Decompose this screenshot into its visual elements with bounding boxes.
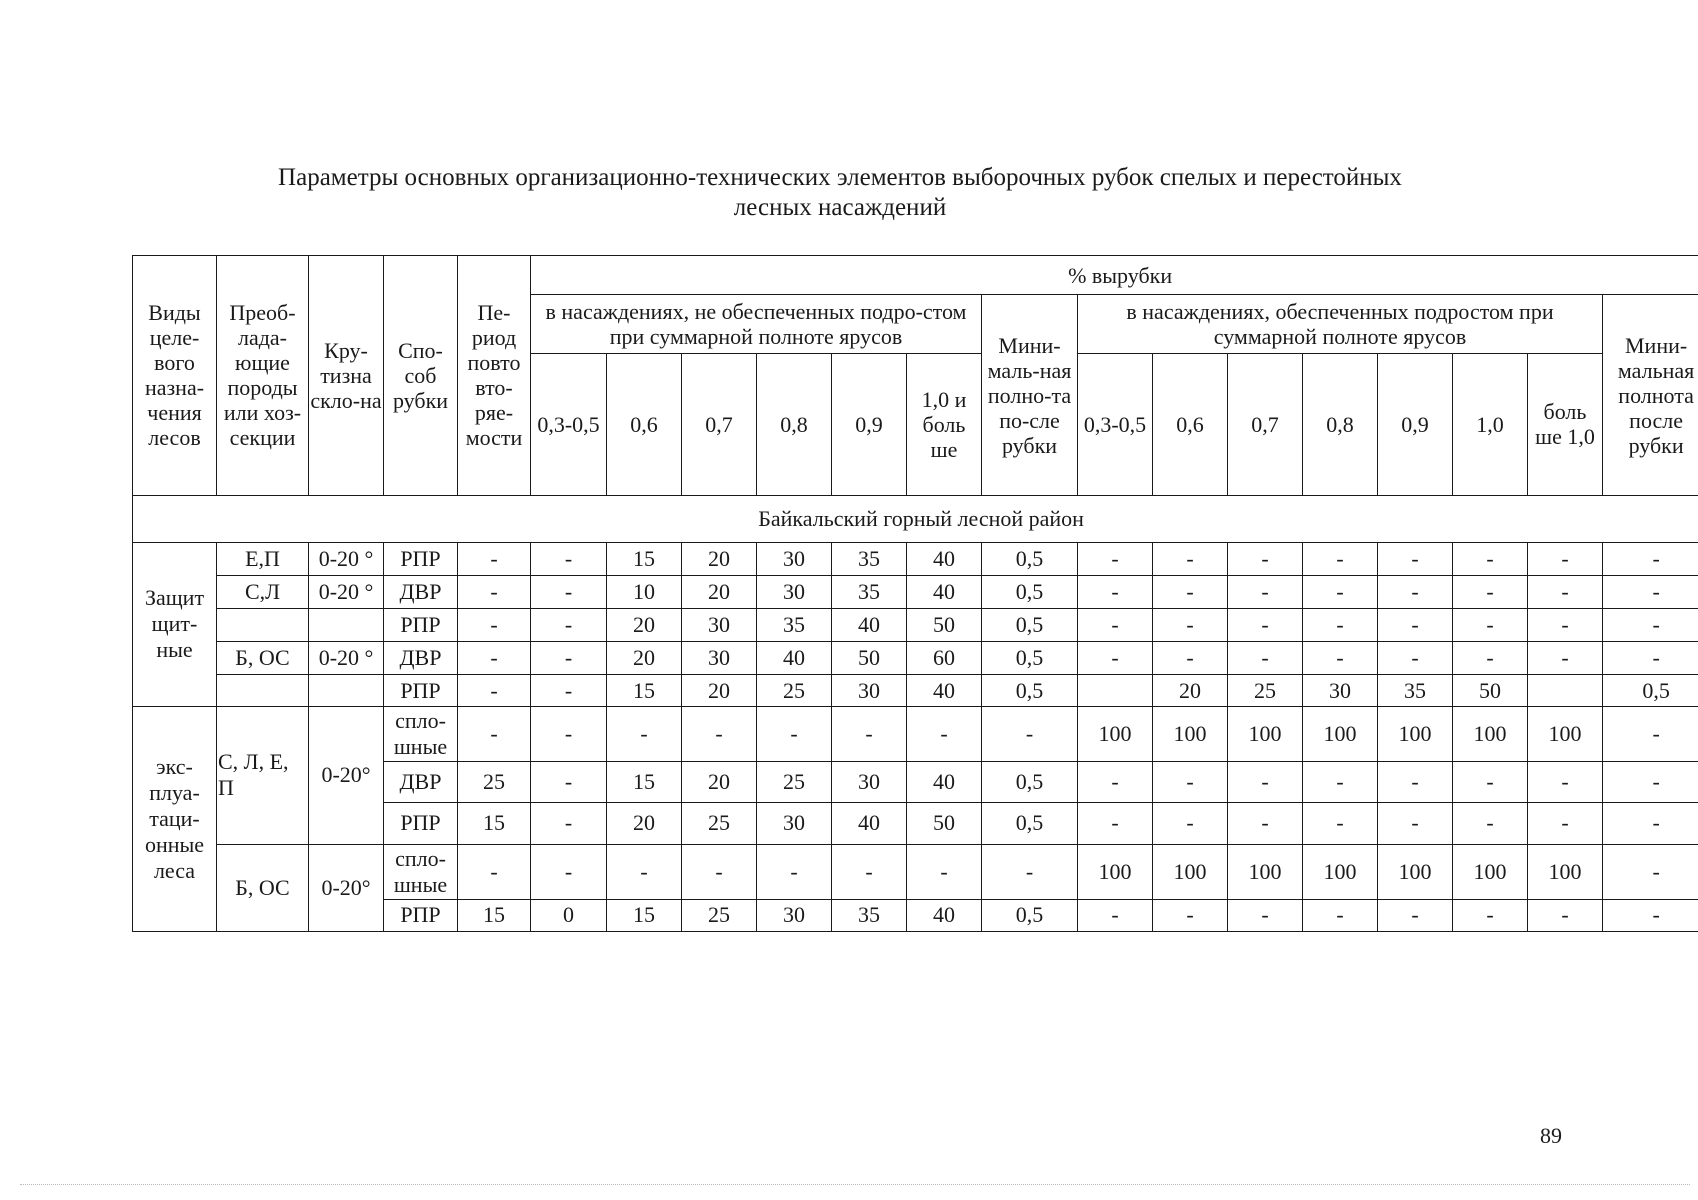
value-cell: - <box>1528 642 1603 675</box>
method-cell: РПР <box>384 542 458 575</box>
table-row <box>133 575 1698 608</box>
slope-cell: 0-20° <box>309 706 384 844</box>
value-cell: - <box>1228 575 1303 608</box>
slope-cell <box>309 609 384 642</box>
value-cell: 0,5 <box>982 675 1078 706</box>
value-cell: - <box>531 706 607 761</box>
header-sub2: 0,6 <box>1153 353 1228 495</box>
page-title <box>250 163 1430 223</box>
header-period: Пе-риод повто вто-ряе-мости <box>458 256 531 496</box>
value-cell: 40 <box>832 609 907 642</box>
value-cell: 50 <box>1453 675 1528 706</box>
value-cell: 100 <box>1228 706 1303 761</box>
value-cell: - <box>1378 899 1453 931</box>
page-number: 89 <box>1540 1123 1562 1148</box>
value-cell: - <box>1228 803 1303 845</box>
value-cell: - <box>531 675 607 706</box>
value-cell: - <box>1378 609 1453 642</box>
period-cell: 25 <box>458 761 531 803</box>
slope-cell: 0-20 ° <box>309 642 384 675</box>
header-sub2: 0,7 <box>1228 353 1303 495</box>
value-cell: 15 <box>607 542 682 575</box>
method-cell: сплo-шные <box>384 706 458 761</box>
method-cell: ДВР <box>384 575 458 608</box>
species-cell: Б, ОС <box>217 642 309 675</box>
period-cell: - <box>458 642 531 675</box>
value-cell: 30 <box>682 609 757 642</box>
value-cell: 50 <box>907 803 982 845</box>
value-cell: 0,5 <box>1603 675 1698 706</box>
slope-cell: 0-20° <box>309 844 384 931</box>
title-line-2: лесных насаждений <box>733 194 947 221</box>
value-cell: - <box>1153 609 1228 642</box>
method-cell: РПР <box>384 899 458 931</box>
value-cell: - <box>1078 899 1153 931</box>
slope-cell <box>309 675 384 706</box>
title-line-1: Параметры основных организационно-технических элементов выборочных рубок спелых и перестойных <box>278 164 1402 191</box>
value-cell: - <box>1528 803 1603 845</box>
value-cell: - <box>982 844 1078 899</box>
header-sub1: 0,3-0,5 <box>531 353 607 495</box>
slope-cell: 0-20 ° <box>309 575 384 608</box>
value-cell: - <box>1228 542 1303 575</box>
period-cell: - <box>458 675 531 706</box>
value-cell: 20 <box>1153 675 1228 706</box>
value-cell: 35 <box>832 575 907 608</box>
value-cell: - <box>1153 899 1228 931</box>
value-cell: - <box>832 706 907 761</box>
value-cell: - <box>1303 542 1378 575</box>
value-cell: - <box>1228 899 1303 931</box>
header-sub1: 1,0 и боль ше <box>907 353 982 495</box>
table-row <box>133 675 1698 706</box>
table-row <box>133 706 1698 761</box>
footer-dotted-line <box>20 1184 1690 1185</box>
table-row <box>133 609 1698 642</box>
value-cell: - <box>757 706 832 761</box>
value-cell: 20 <box>607 642 682 675</box>
value-cell: 100 <box>1378 706 1453 761</box>
header-species: Преоб-лада-ющие породы или хоз-секции <box>217 256 309 496</box>
value-cell: 30 <box>757 575 832 608</box>
value-cell: - <box>1603 542 1698 575</box>
value-cell: - <box>1153 542 1228 575</box>
value-cell: - <box>1453 575 1528 608</box>
value-cell: - <box>1378 575 1453 608</box>
value-cell: - <box>1453 642 1528 675</box>
value-cell: - <box>607 844 682 899</box>
header-sub2: 0,8 <box>1303 353 1378 495</box>
value-cell: 50 <box>832 642 907 675</box>
period-cell: - <box>458 844 531 899</box>
value-cell: 100 <box>1378 844 1453 899</box>
value-cell: 30 <box>1303 675 1378 706</box>
value-cell: - <box>1303 761 1378 803</box>
period-cell: - <box>458 706 531 761</box>
value-cell: - <box>1153 642 1228 675</box>
value-cell: - <box>1528 575 1603 608</box>
value-cell: 25 <box>682 899 757 931</box>
header-sub1: 0,7 <box>682 353 757 495</box>
value-cell: 0,5 <box>982 542 1078 575</box>
method-cell: РПР <box>384 675 458 706</box>
value-cell: 100 <box>1528 844 1603 899</box>
value-cell: 0 <box>531 899 607 931</box>
header-sub1: 0,9 <box>832 353 907 495</box>
value-cell: - <box>1228 761 1303 803</box>
value-cell: - <box>1528 609 1603 642</box>
value-cell: - <box>531 609 607 642</box>
value-cell: 100 <box>1153 706 1228 761</box>
header-sub1: 0,6 <box>607 353 682 495</box>
method-cell: ДВР <box>384 642 458 675</box>
header-sub2: 0,9 <box>1378 353 1453 495</box>
header-sub1: 0,8 <box>757 353 832 495</box>
value-cell: 10 <box>607 575 682 608</box>
value-cell: 40 <box>907 761 982 803</box>
value-cell: - <box>531 761 607 803</box>
value-cell: - <box>1603 706 1698 761</box>
value-cell: 40 <box>757 642 832 675</box>
value-cell: 0,5 <box>982 609 1078 642</box>
value-cell: - <box>531 642 607 675</box>
header-method: Спо-соб рубки <box>384 256 458 496</box>
value-cell <box>1078 675 1153 706</box>
value-cell: 35 <box>1378 675 1453 706</box>
slope-cell: 0-20 ° <box>309 542 384 575</box>
value-cell: - <box>531 803 607 845</box>
value-cell: - <box>1528 761 1603 803</box>
value-cell: 0,5 <box>982 803 1078 845</box>
species-cell: Б, ОС <box>217 844 309 931</box>
value-cell: 50 <box>907 609 982 642</box>
value-cell: - <box>832 844 907 899</box>
header-sub2: 1,0 <box>1453 353 1528 495</box>
value-cell: - <box>531 575 607 608</box>
value-cell: - <box>907 844 982 899</box>
value-cell: - <box>1453 542 1528 575</box>
header-cut-percent: % вырубки <box>531 256 1698 295</box>
value-cell: - <box>531 844 607 899</box>
value-cell: 0,5 <box>982 575 1078 608</box>
value-cell: 40 <box>907 675 982 706</box>
value-cell: 35 <box>832 899 907 931</box>
value-cell: 100 <box>1078 706 1153 761</box>
value-cell: - <box>1453 803 1528 845</box>
method-cell: ДВР <box>384 761 458 803</box>
value-cell: 20 <box>607 609 682 642</box>
region-title: Байкальский горный лесной район <box>133 495 1698 542</box>
value-cell: - <box>1303 899 1378 931</box>
value-cell: 30 <box>757 899 832 931</box>
period-cell: - <box>458 542 531 575</box>
header-with-undergrowth: в насаждениях, обеспеченных подростом при суммарной полноте ярусов <box>1078 295 1603 353</box>
value-cell: - <box>1078 803 1153 845</box>
period-cell: 15 <box>458 899 531 931</box>
value-cell: 35 <box>757 609 832 642</box>
value-cell: - <box>1078 542 1153 575</box>
value-cell: 15 <box>607 675 682 706</box>
value-cell: - <box>1453 899 1528 931</box>
method-cell: РПР <box>384 609 458 642</box>
value-cell: 0,5 <box>982 761 1078 803</box>
value-cell: 25 <box>682 803 757 845</box>
value-cell: - <box>1078 642 1153 675</box>
value-cell: 35 <box>832 542 907 575</box>
header-min-density-1: Мини-маль-ная полно-та по-сле рубки <box>982 295 1078 495</box>
period-cell: 15 <box>458 803 531 845</box>
value-cell: 30 <box>682 642 757 675</box>
table-row <box>133 844 1698 899</box>
value-cell: 40 <box>832 803 907 845</box>
species-cell <box>217 675 309 706</box>
value-cell: - <box>682 706 757 761</box>
value-cell: - <box>1303 803 1378 845</box>
table-row <box>133 542 1698 575</box>
value-cell: 100 <box>1078 844 1153 899</box>
value-cell: 30 <box>832 675 907 706</box>
table-row <box>133 642 1698 675</box>
value-cell: 40 <box>907 899 982 931</box>
value-cell: 30 <box>757 542 832 575</box>
value-cell: - <box>1603 575 1698 608</box>
period-cell: - <box>458 609 531 642</box>
value-cell: 40 <box>907 575 982 608</box>
value-cell: 100 <box>1303 706 1378 761</box>
value-cell: 100 <box>1528 706 1603 761</box>
value-cell: - <box>1603 642 1698 675</box>
value-cell: 25 <box>757 675 832 706</box>
value-cell: - <box>1303 609 1378 642</box>
method-cell: сплo-шные <box>384 844 458 899</box>
header-sub2: боль ше 1,0 <box>1528 353 1603 495</box>
value-cell: 30 <box>832 761 907 803</box>
value-cell: - <box>1153 575 1228 608</box>
value-cell: - <box>1603 803 1698 845</box>
value-cell: - <box>1378 642 1453 675</box>
value-cell: - <box>1153 803 1228 845</box>
value-cell: 20 <box>607 803 682 845</box>
value-cell: - <box>1153 761 1228 803</box>
period-cell: - <box>458 575 531 608</box>
species-cell: С, Л, Е, П <box>217 706 309 844</box>
header-min-density-2: Мини-мальная полнота после рубки <box>1603 295 1698 495</box>
value-cell: - <box>1378 803 1453 845</box>
value-cell: - <box>907 706 982 761</box>
value-cell: - <box>1303 642 1378 675</box>
value-cell: 25 <box>1228 675 1303 706</box>
value-cell: - <box>1303 575 1378 608</box>
value-cell: 100 <box>1453 844 1528 899</box>
value-cell: 100 <box>1453 706 1528 761</box>
value-cell: 0,5 <box>982 642 1078 675</box>
value-cell: - <box>1453 609 1528 642</box>
value-cell: - <box>1603 761 1698 803</box>
value-cell: - <box>1603 609 1698 642</box>
value-cell: 100 <box>1228 844 1303 899</box>
value-cell: - <box>1228 642 1303 675</box>
method-cell: РПР <box>384 803 458 845</box>
header-forest-purpose: Виды целе-вого назна-чения лесов <box>133 256 217 496</box>
group-exploitation: экс-плуа-таци-онные леса <box>133 706 217 931</box>
value-cell: - <box>1603 899 1698 931</box>
species-cell: С,Л <box>217 575 309 608</box>
value-cell: - <box>607 706 682 761</box>
value-cell: - <box>1378 761 1453 803</box>
value-cell: - <box>1528 542 1603 575</box>
cutting-parameters-table <box>132 255 1698 932</box>
value-cell: 30 <box>757 803 832 845</box>
value-cell: - <box>1078 609 1153 642</box>
header-slope: Кру-тизна скло-на <box>309 256 384 496</box>
value-cell: - <box>1603 844 1698 899</box>
value-cell: - <box>1078 575 1153 608</box>
value-cell: 100 <box>1303 844 1378 899</box>
value-cell: - <box>531 542 607 575</box>
value-cell: - <box>682 844 757 899</box>
value-cell: 40 <box>907 542 982 575</box>
value-cell: 25 <box>757 761 832 803</box>
value-cell: - <box>1453 761 1528 803</box>
value-cell: 0,5 <box>982 899 1078 931</box>
value-cell: - <box>1528 899 1603 931</box>
group-protective: Защит щит-ные <box>133 542 217 706</box>
header-sub2: 0,3-0,5 <box>1078 353 1153 495</box>
species-cell <box>217 609 309 642</box>
value-cell: 15 <box>607 761 682 803</box>
species-cell: Е,П <box>217 542 309 575</box>
header-no-undergrowth: в насаждениях, не обеспеченных подро-стом при суммарной полноте ярусов <box>531 295 982 353</box>
value-cell <box>1528 675 1603 706</box>
value-cell: - <box>1378 542 1453 575</box>
value-cell: - <box>757 844 832 899</box>
value-cell: 20 <box>682 575 757 608</box>
value-cell: 60 <box>907 642 982 675</box>
value-cell: - <box>1078 761 1153 803</box>
value-cell: 100 <box>1153 844 1228 899</box>
value-cell: 20 <box>682 542 757 575</box>
value-cell: 20 <box>682 761 757 803</box>
value-cell: - <box>1228 609 1303 642</box>
value-cell: - <box>982 706 1078 761</box>
value-cell: 20 <box>682 675 757 706</box>
value-cell: 15 <box>607 899 682 931</box>
